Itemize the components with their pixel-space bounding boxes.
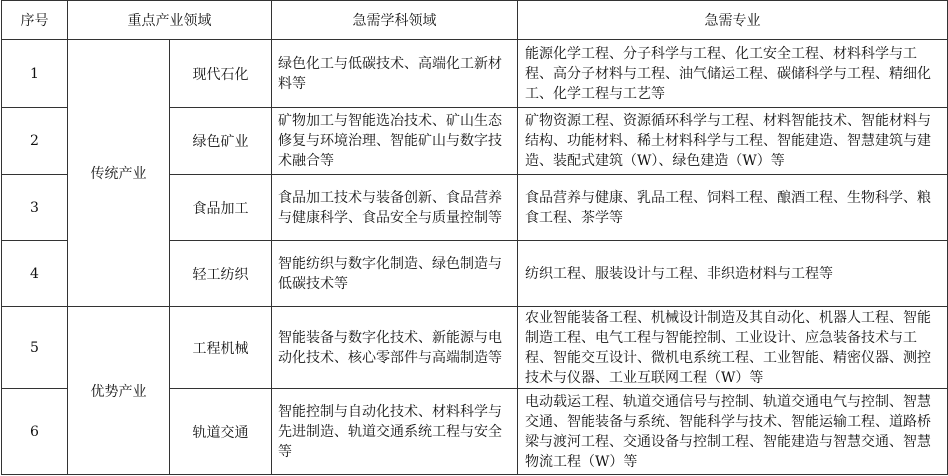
discipline-cell: 智能控制与自动化技术、材料科学与先进制造、轨道交通系统工程与安全等	[272, 389, 518, 475]
majors-cell: 农业智能装备工程、机械设计制造及其自动化、机器人工程、智能制造工程、电气工程与智能控制、工业设计、应急装备技术与工程、智能交互设计、微机电系统工程、工业智能、精密仪器、测控技术与仪器、工业互联网工程（W）等	[518, 307, 948, 389]
discipline-cell: 绿色化工与低碳技术、高端化工新材料等	[272, 40, 518, 108]
majors-cell: 矿物资源工程、资源循环科学与工程、材料智能技术、智能材料与结构、功能材料、稀土材料科学与工程、智能建造、智慧建筑与建造、装配式建筑（W）、绿色建造（W）等	[518, 108, 948, 175]
header-majors: 急需专业	[518, 1, 948, 40]
sub-industry: 轻工纺织	[170, 241, 272, 307]
sub-industry: 轨道交通	[170, 389, 272, 475]
discipline-cell: 智能装备与数字化技术、新能源与电动化技术、核心零部件与高端制造等	[272, 307, 518, 389]
table-row	[2, 40, 948, 108]
majors-cell: 纺织工程、服装设计与工程、非织造材料与工程等	[518, 241, 948, 307]
discipline-cell: 矿物加工与智能选冶技术、矿山生态修复与环境治理、智能矿山与数字技术融合等	[272, 108, 518, 175]
sub-industry: 食品加工	[170, 175, 272, 241]
row-number: 4	[2, 241, 68, 307]
majors-cell: 食品营养与健康、乳品工程、饲料工程、酿酒工程、生物科学、粮食工程、茶学等	[518, 175, 948, 241]
table-row	[2, 307, 948, 389]
majors-cell: 电动载运工程、轨道交通信号与控制、轨道交通电气与控制、智慧交通、智能装备与系统、智能科学与技术、智能运输工程、道路桥梁与渡河工程、交通设备与控制工程、智能建造与智慧交通、智慧物流工程（W）等	[518, 389, 948, 475]
header-discipline: 急需学科领域	[272, 1, 518, 40]
major-demand-table	[1, 0, 948, 475]
group-advantage: 优势产业	[68, 307, 170, 475]
majors-cell: 能源化学工程、分子科学与工程、化工安全工程、材料科学与工程、高分子材料与工程、油气储运工程、碳储科学与工程、精细化工、化学工程与工艺等	[518, 40, 948, 108]
sub-industry: 工程机械	[170, 307, 272, 389]
row-number: 5	[2, 307, 68, 389]
discipline-cell: 智能纺织与数字化制造、绿色制造与低碳技术等	[272, 241, 518, 307]
header-row	[2, 1, 948, 40]
row-number: 2	[2, 108, 68, 175]
row-number: 3	[2, 175, 68, 241]
row-number: 6	[2, 389, 68, 475]
group-traditional: 传统产业	[68, 40, 170, 307]
sub-industry: 现代石化	[170, 40, 272, 108]
header-no: 序号	[2, 1, 68, 40]
row-number: 1	[2, 40, 68, 108]
header-industry: 重点产业领域	[68, 1, 272, 40]
sub-industry: 绿色矿业	[170, 108, 272, 175]
discipline-cell: 食品加工技术与装备创新、食品营养与健康科学、食品安全与质量控制等	[272, 175, 518, 241]
